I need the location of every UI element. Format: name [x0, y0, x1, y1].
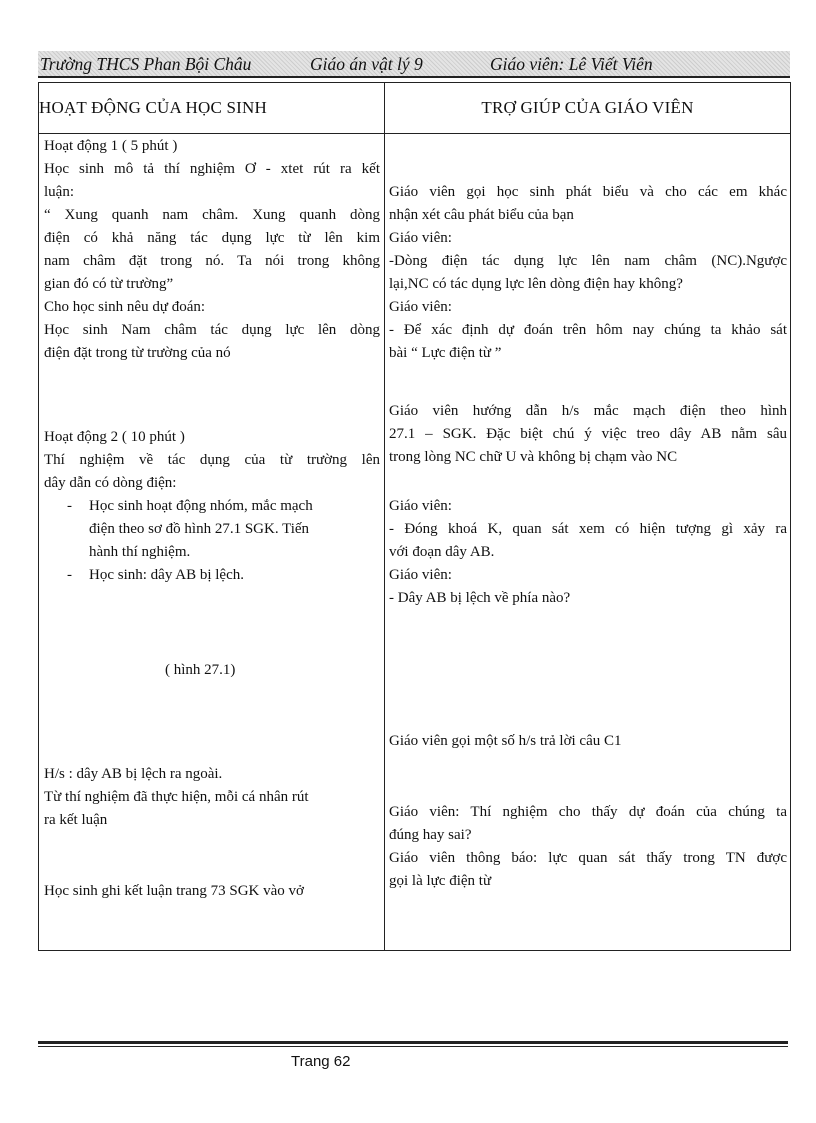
student-line: Học sinh: dây AB bị lệch. [89, 567, 244, 583]
page-header [38, 51, 790, 78]
student-line: Từ thí nghiệm đã thực hiện, mỗi cá nhân rút [44, 789, 309, 805]
teacher-line: trong lòng NC chữ U và không bị chạm vào NC [389, 449, 678, 465]
subject-title: Giáo án vật lý 9 [310, 54, 423, 74]
teacher-line: lại,NC có tác dụng lực lên dòng điện hay không? [389, 276, 683, 292]
teacher-line: Giáo viên: [389, 567, 452, 583]
teacher-line: nhận xét câu phát biểu của bạn [389, 207, 574, 223]
student-activity-cell [39, 134, 385, 951]
teacher-line: gọi là lực điện từ [389, 873, 492, 889]
teacher-support-cell [385, 134, 791, 951]
school-name: Trường THCS Phan Bội Châu [40, 54, 252, 74]
teacher-line: -Dòng điện tác dụng lực lên nam châm (NC).Ngược [389, 253, 787, 269]
lesson-plan-table [38, 82, 791, 951]
student-line: Thí nghiệm về tác dụng của từ trường lên [44, 452, 380, 468]
teacher-line: 27.1 – SGK. Đặc biệt chú ý việc treo dây AB nằm sâu [389, 426, 787, 442]
page-number: Trang 62 [291, 1053, 351, 1070]
teacher-line: - Để xác định dự đoán trên hôm nay chúng ta khảo sát [389, 322, 787, 338]
student-line: luận: [44, 184, 74, 200]
student-line: H/s : dây AB bị lệch ra ngoài. [44, 766, 223, 782]
student-line: điện đặt trong từ trường của nó [44, 345, 231, 361]
teacher-line: bài “ Lực điện từ ” [389, 345, 502, 361]
student-line: Hoạt động 1 ( 5 phút ) [44, 138, 178, 154]
student-line: Cho học sinh nêu dự đoán: [44, 299, 206, 315]
student-line: Học sinh Nam châm tác dụng lực lên dòng [44, 322, 380, 338]
teacher-line: Giáo viên thông báo: lực quan sát thấy trong TN được [389, 850, 787, 866]
student-line: Học sinh mô tả thí nghiệm Ơ - xtet rút ra kết [44, 161, 380, 177]
student-line: hành thí nghiệm. [89, 544, 191, 560]
table-header-row [39, 83, 791, 134]
bullet-mark: - [67, 567, 72, 583]
teacher-line: đúng hay sai? [389, 827, 472, 843]
teacher-line: - Dây AB bị lệch về phía nào? [389, 590, 571, 606]
student-line: dây dẫn có dòng điện: [44, 475, 177, 491]
teacher-name: Giáo viên: Lê Viết Viên [490, 54, 653, 74]
teacher-line: Giáo viên: [389, 498, 452, 514]
footer-rule [38, 1041, 788, 1047]
teacher-line: Giáo viên: [389, 299, 452, 315]
student-line: Hoạt động 2 ( 10 phút ) [44, 429, 185, 445]
teacher-support-header: TRỢ GIÚP CỦA GIÁO VIÊN [385, 83, 791, 134]
teacher-line: với đoạn dây AB. [389, 544, 495, 560]
figure-caption: ( hình 27.1) [165, 662, 236, 678]
student-line: Học sinh hoạt động nhóm, mắc mạch [89, 498, 313, 514]
student-line: Học sinh ghi kết luận trang 73 SGK vào vở [44, 883, 304, 899]
student-line: điện có khả năng tác dụng lực từ lên kim [44, 230, 380, 246]
student-line: điện theo sơ đồ hình 27.1 SGK. Tiến [89, 521, 310, 537]
teacher-line: Giáo viên gọi một số h/s trả lời câu C1 [389, 733, 622, 749]
teacher-line: - Đóng khoá K, quan sát xem có hiện tượng gì xảy ra [389, 521, 787, 537]
teacher-line: Giáo viên: [389, 230, 452, 246]
teacher-line: Giáo viên: Thí nghiệm cho thấy dự đoán của chúng ta [389, 804, 787, 820]
student-activity-header: HOẠT ĐỘNG CỦA HỌC SINH [39, 83, 385, 134]
teacher-line: Giáo viên hướng dẫn h/s mắc mạch điện theo hình [389, 403, 787, 419]
student-line: “ Xung quanh nam châm. Xung quanh dòng [44, 207, 380, 223]
table-body-row [39, 134, 791, 951]
bullet-mark: - [67, 498, 72, 514]
teacher-line: Giáo viên gọi học sinh phát biểu và cho các em khác [389, 184, 787, 200]
student-line: nam châm đặt trong nó. Ta nói trong không [44, 253, 380, 269]
student-line: gian đó có từ trường” [44, 276, 174, 292]
student-line: ra kết luận [44, 812, 108, 828]
